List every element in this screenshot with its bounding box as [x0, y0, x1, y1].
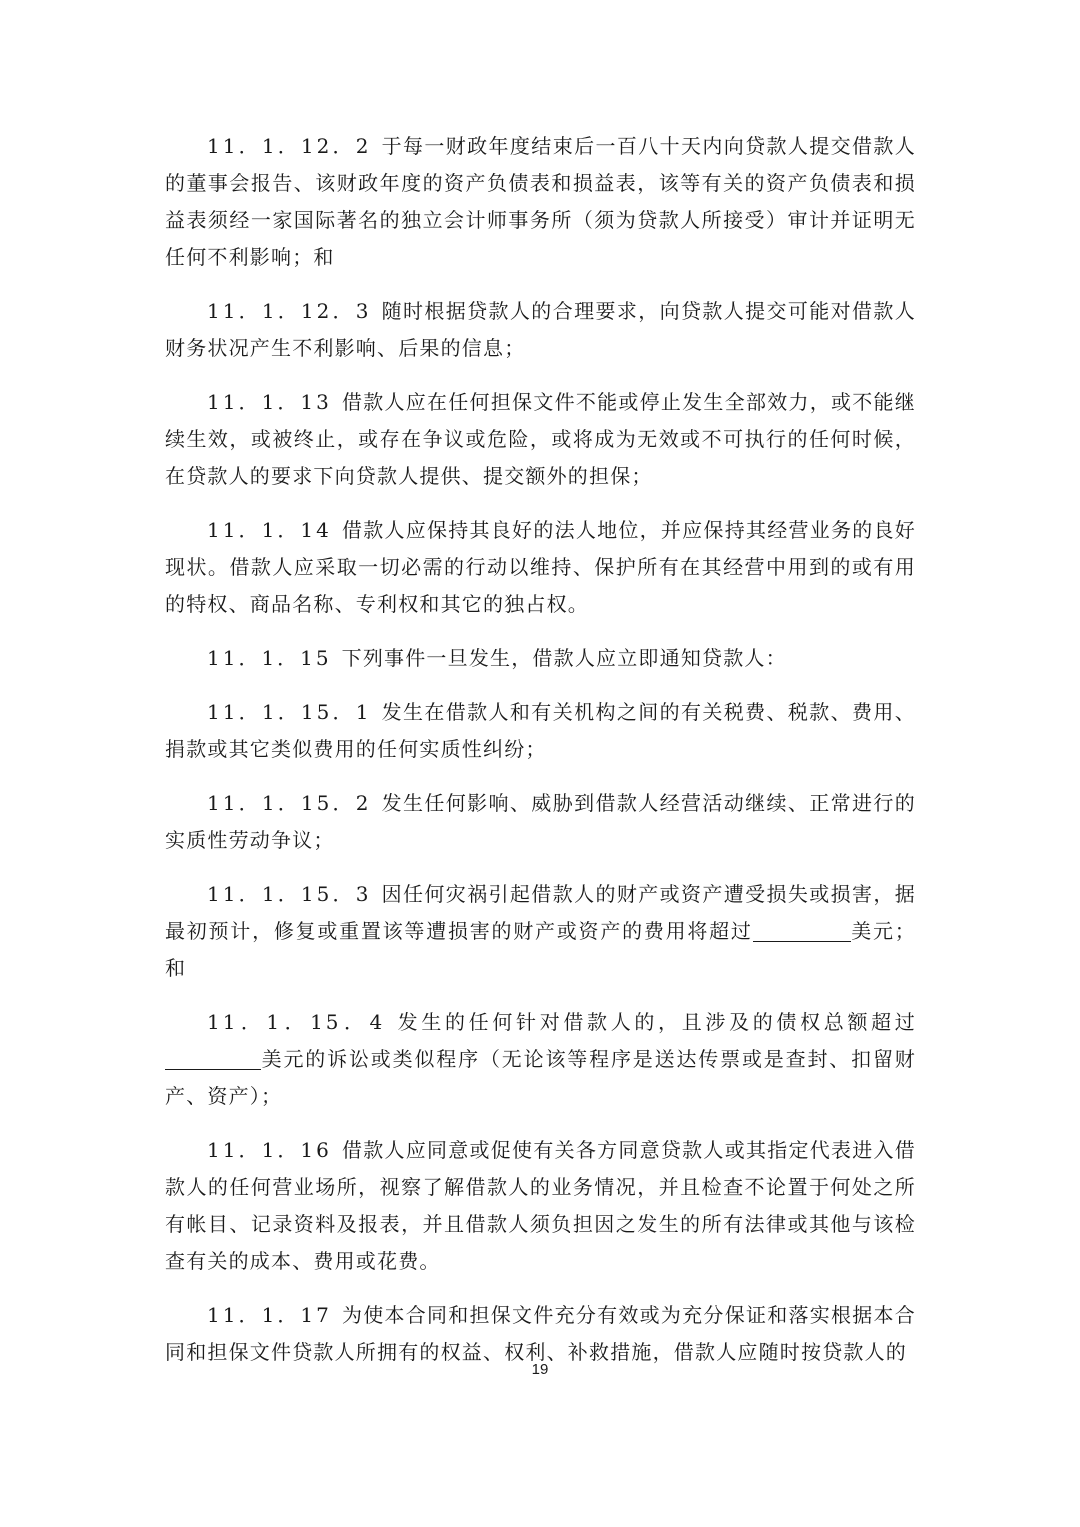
clause-11-1-12-3	[165, 293, 916, 367]
clause-number: 11．1．15．2	[207, 791, 372, 815]
clause-number: 11．1．15．1	[207, 700, 372, 724]
amount-blank-line	[753, 919, 851, 942]
clause-number: 11．1．16	[207, 1138, 332, 1162]
clause-text: 借款人应同意或促使有关各方同意贷款人或其指定代表进入借款人的任何营业场所，视察了解借款人的业务情况，并且检查不论置于何处之所有帐目、记录资料及报表，并且借款人须负担因之发生的所有法律或其他与该检查有关的成本、费用或花费。	[165, 1138, 917, 1273]
clause-11-1-15-2	[165, 785, 916, 859]
clause-text: 于每一财政年度结束后一百八十天内向贷款人提交借款人的董事会报告、该财政年度的资产负债表和损益表，该等有关的资产负债表和损益表须经一家国际著名的独立会计师事务所（须为贷款人所接受）审计并证明无任何不利影响；和	[165, 134, 917, 269]
clause-text-after-blank: 美元的诉讼或类似程序（无论该等程序是送达传票或是查封、扣留财产、资产）；	[165, 1047, 916, 1108]
document-body	[165, 128, 916, 1388]
clause-11-1-14	[165, 512, 916, 623]
clause-11-1-12-2	[165, 128, 916, 276]
clause-number: 11．1．15．4	[207, 1010, 386, 1034]
clause-number: 11．1．15	[207, 646, 332, 670]
clause-11-1-13	[165, 384, 916, 495]
clause-text: 为使本合同和担保文件充分有效或为充分保证和落实根据本合同和担保文件贷款人所拥有的权益、权利、补救措施，借款人应随时按贷款人的	[165, 1303, 917, 1364]
clause-text: 随时根据贷款人的合理要求，向贷款人提交可能对借款人财务状况产生不利影响、后果的信息；	[165, 299, 917, 360]
clause-text: 借款人应保持其良好的法人地位，并应保持其经营业务的良好现状。借款人应采取一切必需的行动以维持、保护所有在其经营中用到的或有用的特权、商品名称、专利权和其它的独占权。	[165, 518, 917, 616]
amount-blank-line	[165, 1047, 261, 1070]
clause-number: 11．1．14	[207, 518, 332, 542]
clause-number: 11．1．12．3	[207, 299, 372, 323]
clause-11-1-15-4	[165, 1004, 916, 1115]
clause-number: 11．1．15．3	[207, 882, 372, 906]
clause-number: 11．1．17	[207, 1303, 332, 1327]
clause-11-1-15-1	[165, 694, 916, 768]
clause-text-after-blank: 美元；和	[165, 919, 916, 980]
clause-text: 发生任何影响、威胁到借款人经营活动继续、正常进行的实质性劳动争议；	[165, 791, 917, 852]
clause-number: 11．1．13	[207, 390, 332, 414]
clause-text: 借款人应在任何担保文件不能或停止发生全部效力，或不能继续生效，或被终止，或存在争议或危险，或将成为无效或不可执行的任何时候，在贷款人的要求下向贷款人提供、提交额外的担保；	[165, 390, 917, 488]
clause-text: 下列事件一旦发生，借款人应立即通知贷款人：	[341, 646, 787, 670]
clause-text-before-blank: 因任何灾祸引起借款人的财产或资产遭受损失或损害，据最初预计，修复或重置该等遭损害的财产或资产的费用将超过	[165, 882, 917, 943]
clause-text: 发生在借款人和有关机构之间的有关税费、税款、费用、捐款或其它类似费用的任何实质性纠纷；	[165, 700, 917, 761]
clause-11-1-15-3	[165, 876, 916, 987]
page-number: 19	[531, 1361, 549, 1378]
clause-text-before-blank: 发生的任何针对借款人的，且涉及的债权总额超过	[395, 1010, 916, 1034]
clause-number: 11．1．12．2	[207, 134, 372, 158]
clause-11-1-15	[165, 640, 916, 677]
clause-11-1-16	[165, 1132, 916, 1280]
clause-11-1-17	[165, 1297, 916, 1371]
